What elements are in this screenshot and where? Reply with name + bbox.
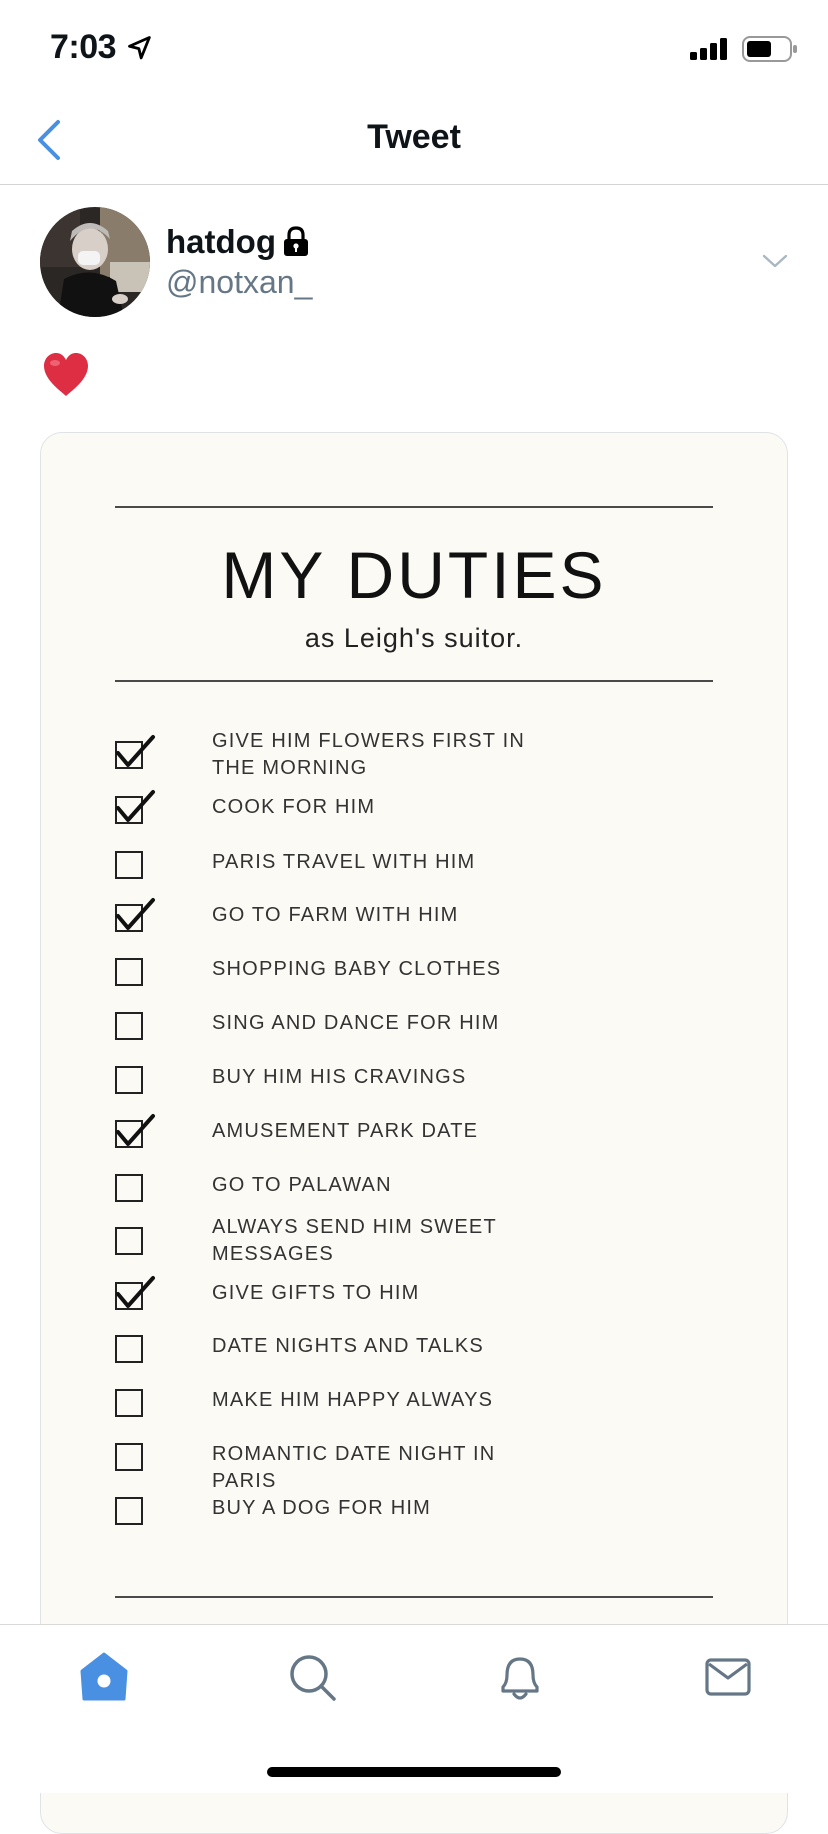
home-indicator [267,1767,561,1777]
duty-item [115,1054,735,1104]
tweet-header [0,185,828,335]
checkbox-unchecked [115,1389,143,1417]
checkbox-unchecked [115,958,143,986]
checkbox-unchecked [115,1497,143,1525]
duty-item [115,784,735,834]
checkbox-checked [115,904,143,932]
checkbox-checked [115,1120,143,1148]
heart-icon [42,352,90,398]
checkbox-unchecked [115,1443,143,1471]
duties-title: MY DUTIES [221,538,607,612]
duty-item [115,1215,735,1265]
checkmark-icon [115,896,157,936]
duty-label: GIVE GIFTS TO HIM [212,1282,420,1304]
duty-label: BUY A DOG FOR HIM [212,1497,431,1519]
divider-top [115,506,713,508]
bell-icon[interactable] [490,1647,550,1707]
lock-icon [280,225,312,257]
checkbox-unchecked [115,1227,143,1255]
duty-label: GO TO FARM WITH HIM [212,904,459,926]
duty-label: MAKE HIM HAPPY ALWAYS [212,1389,494,1411]
checkbox-unchecked [115,1066,143,1094]
search-icon[interactable] [282,1647,342,1707]
duty-label: COOK FOR HIM [212,796,376,818]
duty-label: DATE NIGHTS AND TALKS [212,1335,484,1357]
battery-icon [742,36,798,62]
duty-item [115,1323,735,1373]
duty-label: SING AND DANCE FOR HIM [212,1012,500,1034]
duty-label: GO TO PALAWAN [212,1174,392,1196]
avatar[interactable] [40,207,150,317]
nav-bar [0,100,828,185]
tweet-text [42,352,90,405]
checkbox-checked [115,741,143,769]
status-bar [0,0,828,100]
checkbox-unchecked [115,851,143,879]
duty-item [115,839,735,889]
duty-item [115,1270,735,1320]
duty-item [115,1377,735,1427]
status-time: 7:03 [50,28,117,66]
duty-item [115,1162,735,1212]
duty-label: PARIS TRAVEL WITH HIM [212,851,476,873]
checkbox-checked [115,1282,143,1310]
page-title: Tweet [367,118,461,156]
signal-icon [690,38,730,60]
checkmark-icon [115,1274,157,1314]
duty-label: ROMANTIC DATE NIGHT IN PARIS [212,1443,496,1492]
duty-label: SHOPPING BABY CLOTHES [212,958,502,980]
divider-bottom [115,1596,713,1598]
mail-icon[interactable] [698,1647,758,1707]
checkbox-unchecked [115,1012,143,1040]
duty-item [115,892,735,942]
checkbox-checked [115,796,143,824]
duty-item [115,1431,735,1492]
duty-item [115,1485,735,1535]
checkmark-icon [115,1112,157,1152]
home-icon[interactable] [74,1647,134,1707]
duty-item [115,1000,735,1050]
tab-bar [0,1624,828,1793]
chevron-down-icon[interactable] [762,253,788,269]
handle[interactable]: @notxan_ [166,264,313,300]
duty-label: AMUSEMENT PARK DATE [212,1120,479,1142]
duty-item [115,729,735,779]
checkbox-unchecked [115,1335,143,1363]
checkmark-icon [115,788,157,828]
duty-item [115,946,735,996]
divider-middle [115,680,713,682]
location-arrow-icon [126,34,154,62]
duty-item [115,1108,735,1158]
duties-subtitle: as Leigh's suitor. [304,623,524,653]
duty-label: ALWAYS SEND HIM SWEET MESSAGES [212,1216,497,1265]
checkbox-unchecked [115,1174,143,1202]
duty-label: BUY HIM HIS CRAVINGS [212,1066,467,1088]
checkmark-icon [115,733,157,773]
display-name[interactable]: hatdog [166,223,276,260]
duty-label: GIVE HIM FLOWERS FIRST IN THE MORNING [212,730,525,779]
